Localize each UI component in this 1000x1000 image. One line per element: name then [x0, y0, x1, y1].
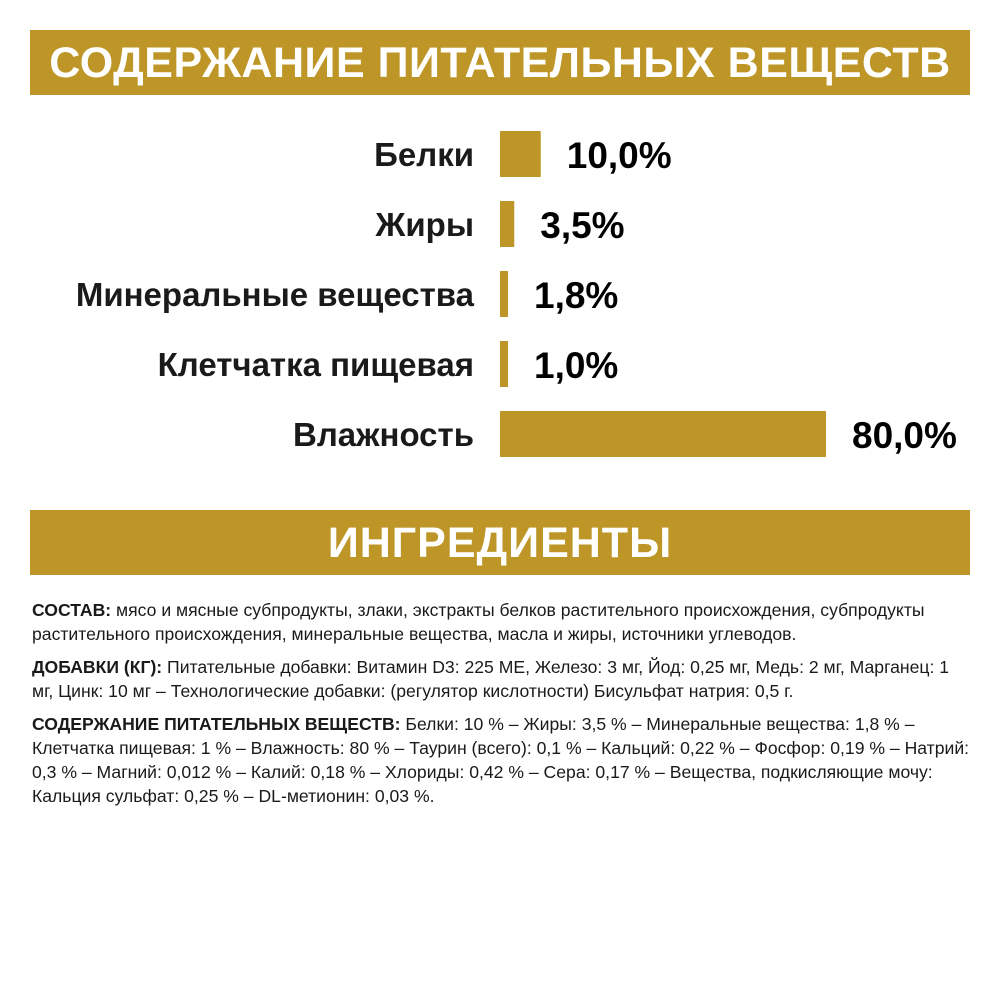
- bar-влажность: [500, 411, 826, 457]
- nutrients-bar-chart: [0, 110, 1000, 480]
- additives-lead: ДОБАВКИ (КГ):: [32, 657, 163, 677]
- additives-text: Питательные добавки: Витамин D3: 225 МЕ, Железо: 3 мг, Йод: 0,25 мг, Медь: 2 мг, Марганец: 1 мг, Цинк: 10 мг – Технологические добавки: (регулятор кислотности) Бисульфат натрия: 0,5 г.: [32, 657, 950, 701]
- ingredients-section-title: ИНГРЕДИЕНТЫ: [30, 510, 970, 575]
- nutrients-text: Белки: 10 % – Жиры: 3,5 % – Минеральные вещества: 1,8 % – Клетчатка пищевая: 1 % – Влажность: 80 % – Таурин (всего): 0,1 % – Кальций: 0,22 % – Фосфор: 0,19 % – Натрий: 0,3 % – Магний: 0,012 % – Калий: 0,18 % – Хлориды: 0,42 % – Сера: 0,17 % – Вещества, подкисляющие мочу: Кальция сульфат: 0,25 % – DL-метионин: 0,03 %.: [32, 714, 970, 806]
- category-label: Белки: [374, 136, 474, 173]
- bar-минеральные-вещества: [500, 271, 508, 317]
- composition-text: мясо и мясные субпродукты, злаки, экстракты белков растительного происхождения, субпродукты растительного происхождения, минеральные вещества, масла и жиры, источники углеводов.: [32, 600, 925, 644]
- value-label: 3,5%: [540, 205, 625, 246]
- composition-paragraph: [32, 598, 972, 646]
- category-label: Жиры: [375, 206, 474, 243]
- bar-белки: [500, 131, 541, 177]
- value-label: 1,0%: [534, 345, 619, 386]
- nutrients-paragraph: [32, 712, 972, 808]
- value-label: 10,0%: [566, 135, 672, 176]
- category-label: Влажность: [292, 416, 474, 453]
- nutrients-section-title: СОДЕРЖАНИЕ ПИТАТЕЛЬНЫХ ВЕЩЕСТВ: [30, 30, 970, 95]
- category-label: Клетчатка пищевая: [157, 346, 474, 383]
- category-label: Минеральные вещества: [75, 276, 474, 313]
- bar-жиры: [500, 201, 514, 247]
- bar-клетчатка-пищевая: [500, 341, 508, 387]
- additives-paragraph: [32, 655, 972, 703]
- nutrients-lead: СОДЕРЖАНИЕ ПИТАТЕЛЬНЫХ ВЕЩЕСТВ:: [32, 714, 401, 734]
- ingredients-text: [32, 598, 972, 817]
- value-label: 1,8%: [534, 275, 619, 316]
- composition-lead: СОСТАВ:: [32, 600, 112, 620]
- value-label: 80,0%: [852, 415, 957, 456]
